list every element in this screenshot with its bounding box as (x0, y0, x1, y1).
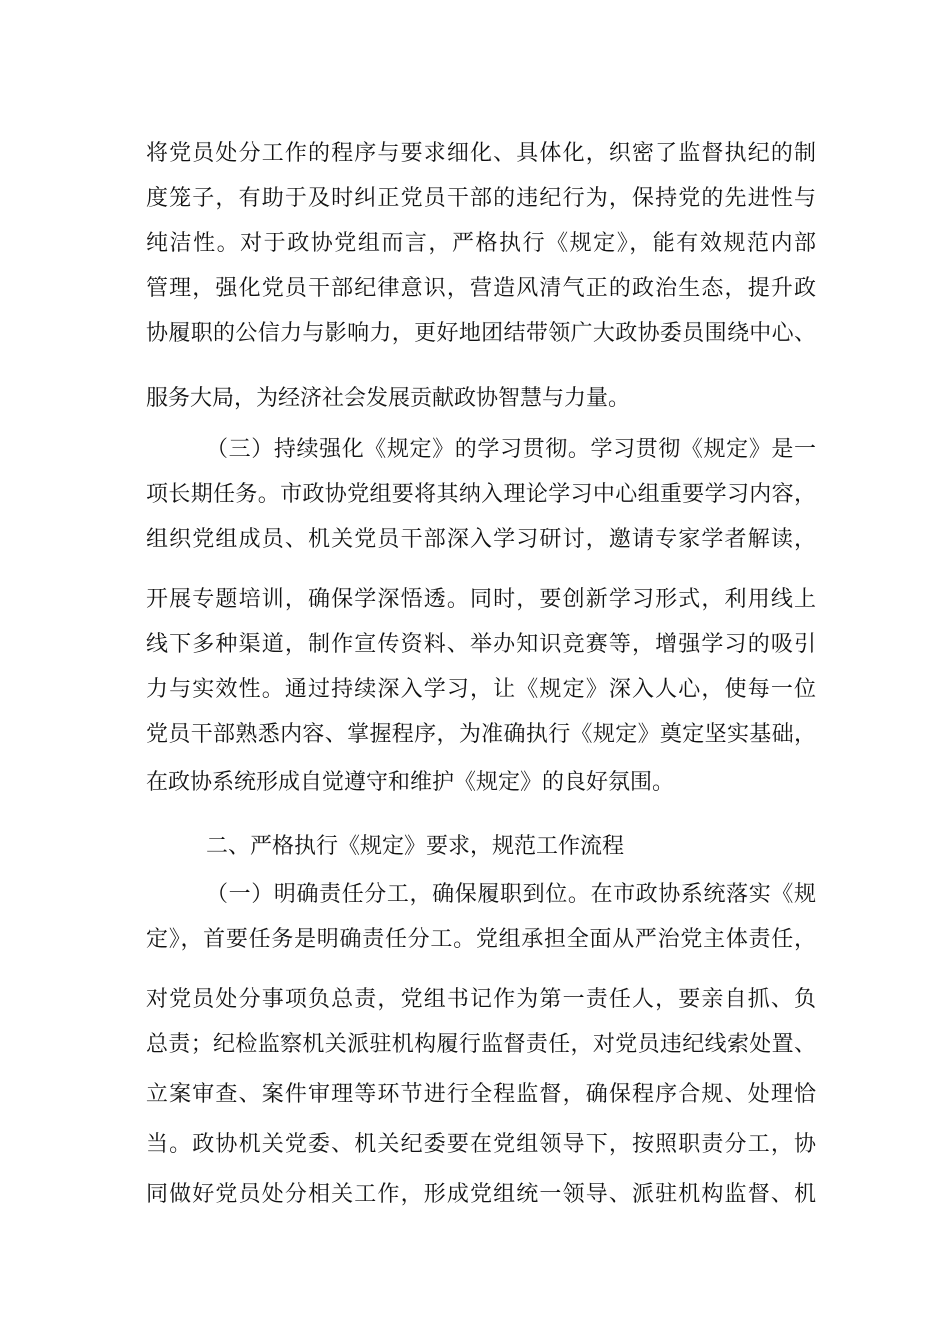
paragraph-first-line: （一）明确责任分工，确保履职到位。在市政协系统落实《规 (206, 882, 816, 907)
paragraph-first-line: （三）持续强化《规定》的学习贯彻。学习贯彻《规定》是一 (206, 437, 816, 462)
text-line: 立案审查、案件审理等环节进行全程监督，确保程序合规、处理恰 (146, 1082, 816, 1107)
section-heading: 二、严格执行《规定》要求，规范工作流程 (206, 834, 625, 859)
text-line: 当。政协机关党委、机关纪委要在党组领导下，按照职责分工，协 (146, 1132, 816, 1157)
text-line: 将党员处分工作的程序与要求细化、具体化，织密了监督执纪的制 (146, 141, 816, 166)
text-line: 党员干部熟悉内容、掌握程序，为准确执行《规定》奠定坚实基础， (146, 722, 816, 747)
text-line: 同做好党员处分相关工作，形成党组统一领导、派驻机构监督、机 (146, 1182, 816, 1207)
text-line: 项长期任务。市政协党组要将其纳入理论学习中心组重要学习内容， (146, 482, 816, 507)
text-line: 线下多种渠道，制作宣传资料、举办知识竞赛等，增强学习的吸引 (146, 632, 816, 657)
text-line: 力与实效性。通过持续深入学习，让《规定》深入人心，使每一位 (146, 677, 816, 702)
text-line: 在政协系统形成自觉遵守和维护《规定》的良好氛围。 (146, 770, 675, 795)
text-line: 管理，强化党员干部纪律意识，营造风清气正的政治生态，提升政 (146, 276, 816, 301)
text-line: 组织党组成员、机关党员干部深入学习研讨，邀请专家学者解读， (146, 527, 816, 552)
text-line: 定》，首要任务是明确责任分工。党组承担全面从严治党主体责任， (146, 927, 816, 952)
text-line: 度笼子，有助于及时纠正党员干部的违纪行为，保持党的先进性与 (146, 186, 816, 211)
text-line: 服务大局，为经济社会发展贡献政协智慧与力量。 (146, 386, 631, 411)
text-line: 对党员处分事项负总责，党组书记作为第一责任人，要亲自抓、负 (146, 987, 816, 1012)
text-line: 纯洁性。对于政协党组而言，严格执行《规定》，能有效规范内部 (146, 231, 816, 256)
text-line: 开展专题培训，确保学深悟透。同时，要创新学习形式，利用线上 (146, 587, 816, 612)
text-line: 总责；纪检监察机关派驻机构履行监督责任，对党员违纪线索处置、 (146, 1032, 816, 1057)
text-line: 协履职的公信力与影响力，更好地团结带领广大政协委员围绕中心、 (146, 321, 816, 346)
